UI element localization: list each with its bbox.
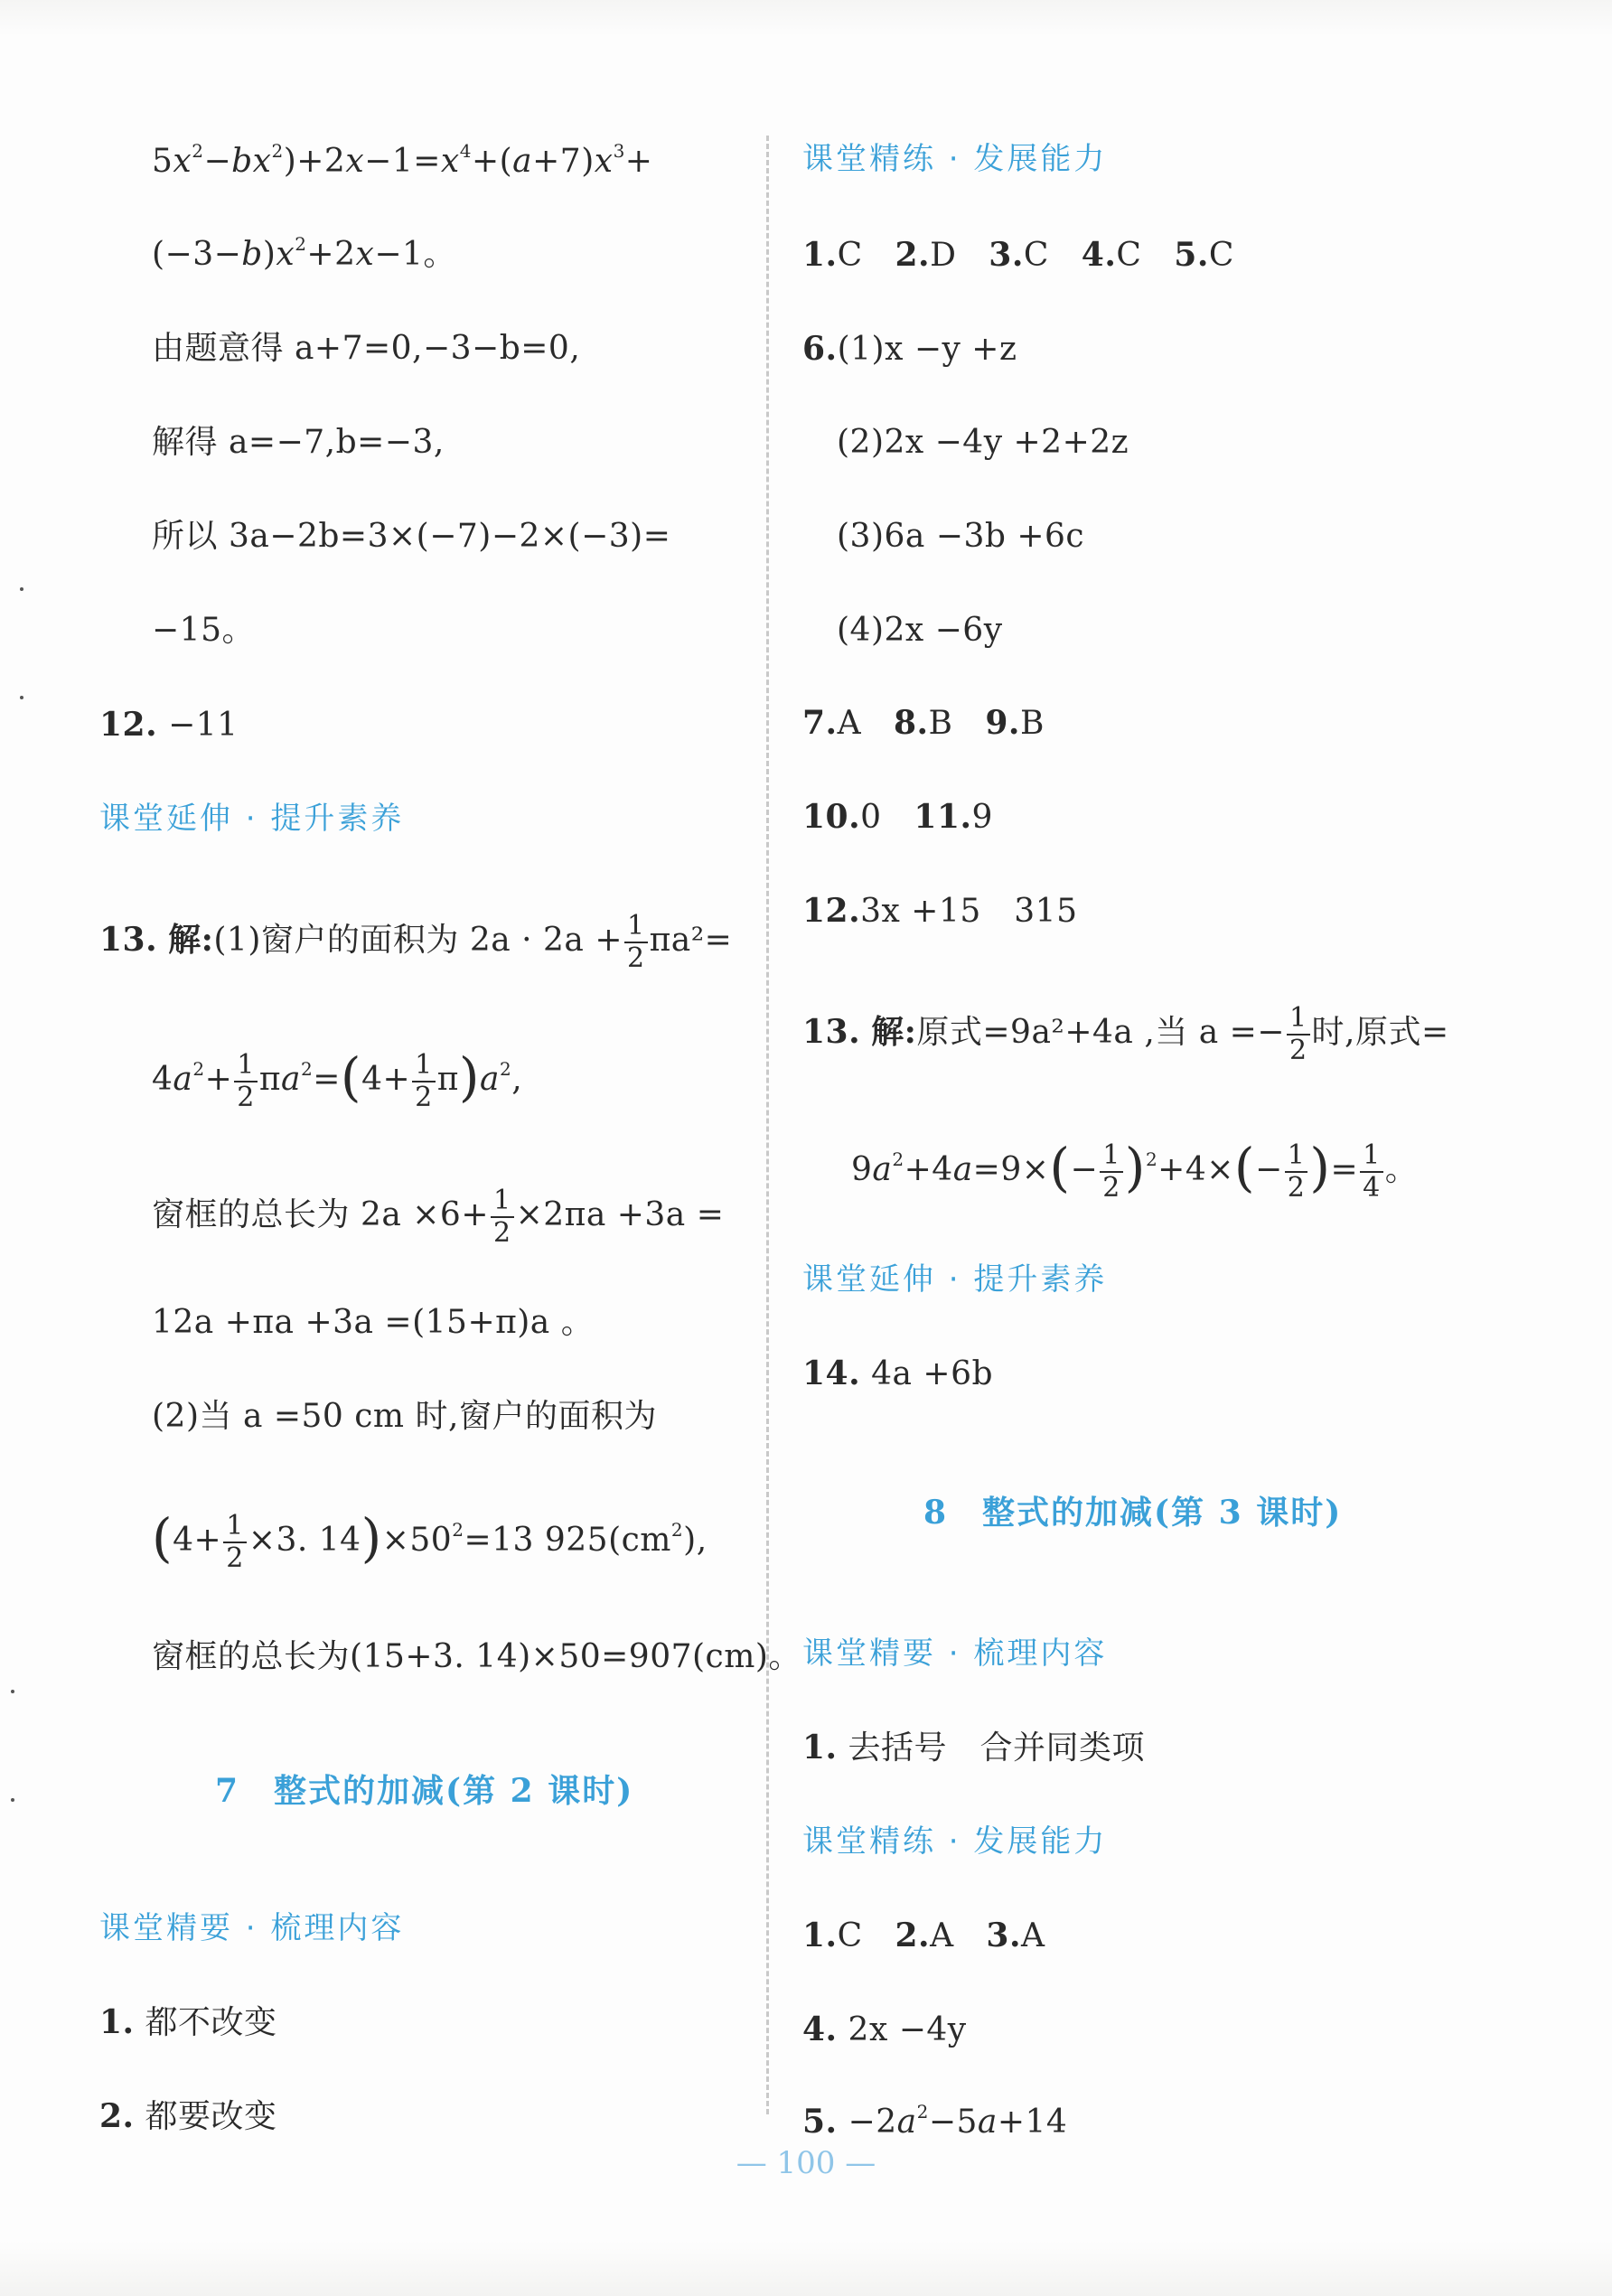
- text-line: 所以 3a−2b=3×(−7)−2×(−3)=: [152, 518, 671, 555]
- answer-4: 4. 2x −4y: [802, 2010, 967, 2048]
- text-line: (2)当 a =50 cm 时,窗户的面积为: [152, 1398, 657, 1435]
- text-line: 窗框的总长为 2a ×6+ $\frac{1}{2}$ ×2πa +3a =: [152, 1185, 725, 1249]
- section-heading: 课堂延伸 · 提升素养: [802, 1261, 1108, 1298]
- equation-line: $5x^2-bx^2)+2x-1=x^4+(a+7)x^3+$: [152, 140, 653, 180]
- text-line: 解得 a=−7,b=−3,: [152, 424, 445, 461]
- question-number: 12.: [99, 706, 158, 744]
- equation-line: (4+ $\frac{1}{2}$ ×3. $14)\times 50^2=13$ $925(cm^2)$,: [152, 1507, 708, 1574]
- review-item-2: 2. 都要改变: [99, 2097, 277, 2135]
- answer-text: −11: [168, 707, 239, 744]
- margin-mark: [11, 1690, 14, 1693]
- answer-6-part: (2)2x −4y +2+2z: [837, 424, 1129, 461]
- section-heading: 课堂延伸 · 提升素养: [99, 801, 405, 837]
- text-line: 由题意得 a+7=0,−3−b=0,: [152, 330, 581, 367]
- margin-mark: [20, 587, 23, 591]
- review-item-1: 1. 都不改变: [99, 2003, 277, 2041]
- answer-6-part: (4)2x −6y: [837, 612, 1003, 649]
- answer-13-line1: 13. 解:原式=9a²+4a ,当 a =− $\frac{1}{2}$ 时,原式=: [802, 1002, 1449, 1066]
- chapter-title: 7 整式的加减(第 2 课时): [215, 1772, 634, 1810]
- answer-14: 14. 4a +6b: [802, 1354, 994, 1392]
- answer-13-line1: 13. 解:(1)窗户的面积为 2a · 2a + $\frac{1}{2}$ πa²=: [99, 910, 733, 974]
- page-number: — 100 —: [736, 2145, 876, 2181]
- column-divider: [766, 136, 769, 2114]
- mc-answers-1-3: 1.C 2.A 3.A: [802, 1916, 1045, 1954]
- answers-10-11: 10.0 11.9: [802, 798, 993, 836]
- mc-answers-1-5: 1.C 2.D 3.C 4.C 5.C: [802, 236, 1234, 274]
- answer-6: 6.(1)x −y +z: [802, 330, 1017, 368]
- section-heading: 课堂精要 · 梳理内容: [99, 1910, 405, 1946]
- equation-line: $9a^2+4a=9\times(-$ $\frac{1}{2}$ )$^2$+4×(− $\frac{1}{2}$ )= $\frac{1}{4}$ 。: [851, 1137, 1419, 1204]
- section-heading: 课堂精要 · 梳理内容: [802, 1635, 1108, 1672]
- margin-mark: [11, 1798, 14, 1802]
- margin-mark: [20, 696, 23, 699]
- text-line: 窗框的总长为(15+3. 14)×50=907(cm)。: [152, 1638, 801, 1675]
- answer-6-part: (3)6a −3b +6c: [837, 518, 1085, 555]
- text-line: −15。: [152, 612, 255, 649]
- chapter-title: 8 整式的加减(第 3 课时): [923, 1494, 1343, 1532]
- text-line: 12a +πa +3a =(15+π)a 。: [152, 1304, 595, 1341]
- review-item-1: 1. 去括号 合并同类项: [802, 1729, 1146, 1767]
- fraction-half: $\frac{1}{2}$: [624, 911, 648, 974]
- answer-12: [99, 703, 239, 747]
- equation-line: $(-3-b)x^2+2x-1$。: [152, 233, 456, 273]
- section-heading: 课堂精练 · 发展能力: [802, 1823, 1108, 1860]
- equation-line: $4a^2+$ $\frac{1}{2}$ $\pi a^2=(4+$ $\frac{1}{2}$ $\pi)a^2$,: [152, 1046, 523, 1113]
- answer-5: 5. $-2a^2-5a+14$: [802, 2101, 1068, 2141]
- section-heading: 课堂精练 · 发展能力: [802, 141, 1108, 177]
- mc-answers-7-9: 7.A 8.B 9.B: [802, 704, 1045, 742]
- answer-12: 12.3x +15 315: [802, 892, 1078, 930]
